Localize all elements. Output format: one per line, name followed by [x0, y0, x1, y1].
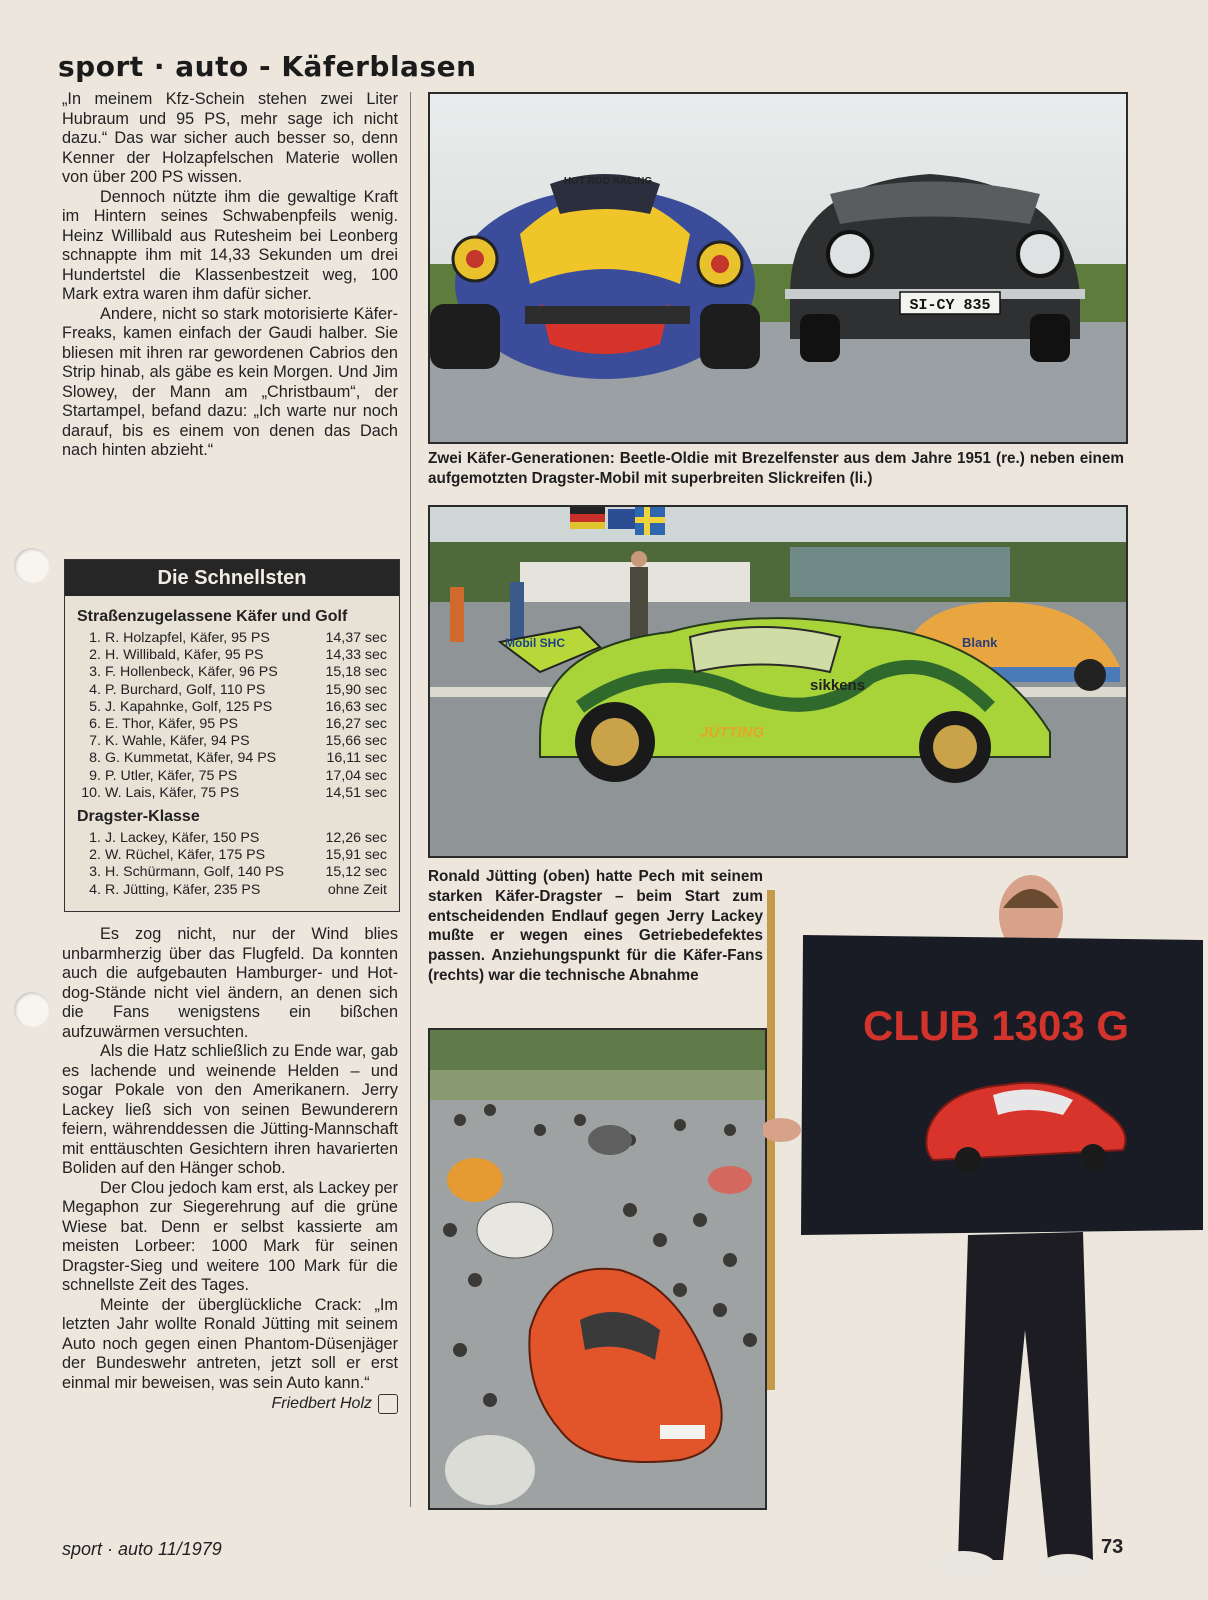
caption-photo2-3: Ronald Jütting (oben) hatte Pech mit seinem starken Käfer-Dragster – beim Start zum entscheidenden Endlauf gegen Jerry Lackey mußte er wegen eines Getriebedefektes passen. Anziehungspunkt für die Käfer-Fans (rechts) war die technische Abnahme	[428, 868, 763, 984]
result-time: ohne Zeit	[327, 881, 387, 898]
result-time: 14,51 sec	[325, 784, 387, 801]
magazine-logo-icon	[378, 1394, 398, 1414]
punch-hole	[14, 992, 50, 1028]
page-number: 73	[1101, 1536, 1124, 1558]
result-time: 15,91 sec	[325, 847, 387, 864]
result-row	[65, 630, 399, 647]
crowd-beetles-image	[430, 1030, 765, 1508]
result-rank: 10.	[81, 784, 101, 801]
hood-banner-text: HOT ROD RACING	[563, 176, 653, 187]
result-rank: 8.	[89, 750, 101, 767]
results-box	[64, 559, 400, 912]
result-time: 15,66 sec	[325, 733, 387, 750]
result-time: 16,11 sec	[326, 750, 387, 767]
article-text-bottom	[62, 925, 398, 1414]
result-driver: W. Rüchel, Käfer, 175 PS	[105, 847, 266, 864]
result-rank: 7.	[89, 733, 101, 750]
result-driver: W. Lais, Käfer, 75 PS	[105, 784, 240, 801]
result-row	[65, 733, 399, 750]
license-plate-text: SI-CY 835	[909, 297, 991, 314]
result-row	[65, 699, 399, 716]
result-driver: J. Lackey, Käfer, 150 PS	[105, 830, 260, 847]
blank-sponsor-text: Blank	[962, 635, 998, 650]
paragraph: Der Clou jedoch kam erst, als Lackey per Megaphon zur Siegerehrung auf die grüne Wiese bat. Denn er selbst kassierte am meisten Lorbeer: 1000 Mark für seinen Dragster-Sieg und weitere 100 Mark für die schnellste Zeit des Tages.	[62, 1178, 398, 1294]
caption-photo1: Zwei Käfer-Generationen: Beetle-Oldie mit Brezelfenster aus dem Jahre 1951 (re.) neben einem aufgemotzten Dragster-Mobil mit superbreiten Slickreifen (li.)	[428, 450, 1124, 487]
club-banner-image	[763, 860, 1208, 1600]
mobil-sponsor-text: Mobil SHC	[505, 636, 565, 650]
result-row	[65, 682, 399, 699]
result-rank: 4.	[89, 681, 101, 698]
photo-crowd-beetles	[428, 1028, 767, 1510]
result-row	[65, 664, 399, 681]
results-section-title: Straßenzugelassene Käfer und Golf	[77, 608, 348, 625]
result-rank: 5.	[89, 698, 101, 715]
result-row	[65, 768, 399, 785]
result-row	[65, 830, 399, 847]
result-driver: F. Hollenbeck, Käfer, 96 PS	[105, 664, 278, 681]
result-time: 12,26 sec	[325, 830, 387, 847]
result-rank: 3.	[89, 864, 101, 881]
result-driver: G. Kummetat, Käfer, 94 PS	[105, 750, 277, 767]
results-list-street	[65, 630, 399, 802]
result-row	[65, 716, 399, 733]
result-time: 15,18 sec	[325, 664, 387, 681]
result-driver: R. Jütting, Käfer, 235 PS	[105, 881, 261, 898]
result-row	[65, 882, 399, 899]
result-time: 16,63 sec	[325, 698, 387, 715]
column-divider	[410, 92, 411, 1507]
result-row	[65, 847, 399, 864]
result-time: 14,37 sec	[325, 630, 387, 646]
result-rank: 9.	[89, 767, 101, 784]
sikkens-sponsor-text: sikkens	[810, 677, 866, 694]
result-rank: 1.	[89, 630, 101, 646]
result-rank: 6.	[89, 716, 101, 733]
result-driver: H. Willibald, Käfer, 95 PS	[105, 647, 264, 664]
results-list-dragster	[65, 830, 399, 899]
result-row	[65, 785, 399, 802]
result-time: 14,33 sec	[325, 647, 387, 664]
result-rank: 4.	[89, 881, 101, 898]
result-driver: K. Wahle, Käfer, 94 PS	[105, 733, 250, 750]
paragraph: Es zog nicht, nur der Wind blies unbarmherzig über das Flugfeld. Da konnten auch die aufgebauten Hamburger- und Hot-dog-Stände nicht viel ändern, an denen sich die Fans wenigstens ein bißchen aufzuwärmen versuchten.	[62, 925, 398, 1041]
two-beetles-image	[430, 94, 1126, 442]
author-line	[62, 1394, 398, 1414]
paragraph: „In meinem Kfz-Schein stehen zwei Liter Hubraum und 95 PS, mehr sage ich nicht dazu.“ Das war sicher auch besser so, denn Kenner der Holzapfelschen Materie wollen von über 200 PS wissen.	[62, 90, 398, 186]
green-dragster-image	[430, 507, 1126, 856]
results-section-title: Dragster-Klasse	[77, 808, 200, 826]
result-rank: 2.	[89, 647, 101, 664]
result-time: 15,90 sec	[325, 681, 387, 698]
photo-club-banner	[763, 860, 1208, 1600]
author-name: Friedbert Holz	[271, 1395, 372, 1413]
results-box-title: Die Schnellsten	[65, 560, 399, 596]
page-header: sport · auto - Käferblasen	[58, 50, 477, 83]
jutting-sponsor-text: JÜTTING	[700, 724, 765, 741]
paragraph: Meinte der überglückliche Crack: „Im letzten Jahr wollte Ronald Jütting mit seinem Auto noch gegen einen Phantom-Düsenjäger der Bundeswehr antreten, jetzt soll er erst einmal mir beweisen, was sein Auto kann.“	[62, 1295, 398, 1392]
banner-text: CLUB 1303 G	[863, 1002, 1130, 1049]
result-driver: P. Burchard, Golf, 110 PS	[105, 681, 266, 698]
result-driver: P. Utler, Käfer, 75 PS	[105, 767, 238, 784]
result-time: 17,04 sec	[325, 767, 387, 784]
result-rank: 1.	[89, 830, 101, 847]
result-driver: E. Thor, Käfer, 95 PS	[105, 716, 239, 733]
paragraph: Andere, nicht so stark motorisierte Käfer-Freaks, kamen einfach der Gaudi halber. Sie bliesen mit ihren rar gewordenen Cabrios den Strip hinab, als gäbe es kein Morgen. Und Jim Slowey, der Mann am „Christbaum“, der Startampel, befand dazu: „Ich warte nur noch darauf, bis es einem von denen das Dach nach hinten abzieht.“	[62, 304, 398, 459]
result-row	[65, 864, 399, 881]
paragraph: Als die Hatz schließlich zu Ende war, gab es lachende und weinende Helden – und sogar Pokale von den Amerikanern. Jerry Lackey ließ sich von seinen Bewunderern feiern, währenddessen die Jütting-Mannschaft mit enttäuschten Gesichtern ihren havarierten Boliden auf den Hänger schob.	[62, 1042, 398, 1177]
photo-two-beetles	[428, 92, 1128, 444]
result-row	[65, 750, 399, 767]
photo-green-dragster	[428, 505, 1128, 858]
punch-hole	[14, 548, 50, 584]
result-row	[65, 647, 399, 664]
paragraph: Dennoch nützte ihm die gewaltige Kraft im Hintern seines Schwabenpfeils wenig. Heinz Willibald aus Rutesheim bei Leonberg schnappte ihm mit 14,33 Sekunden um drei Hundertstel die Klassenbestzeit weg, 100 Mark extra waren ihm dafür sicher.	[62, 187, 398, 303]
result-rank: 2.	[89, 847, 101, 864]
issue-footer: sport · auto 11/1979	[62, 1539, 222, 1559]
result-time: 15,12 sec	[325, 864, 387, 881]
article-text-top	[62, 90, 398, 461]
result-driver: H. Schürmann, Golf, 140 PS	[105, 864, 285, 881]
result-driver: J. Kapahnke, Golf, 125 PS	[105, 698, 273, 715]
result-driver: R. Holzapfel, Käfer, 95 PS	[105, 630, 270, 646]
result-time: 16,27 sec	[325, 716, 387, 733]
result-rank: 3.	[89, 664, 101, 681]
